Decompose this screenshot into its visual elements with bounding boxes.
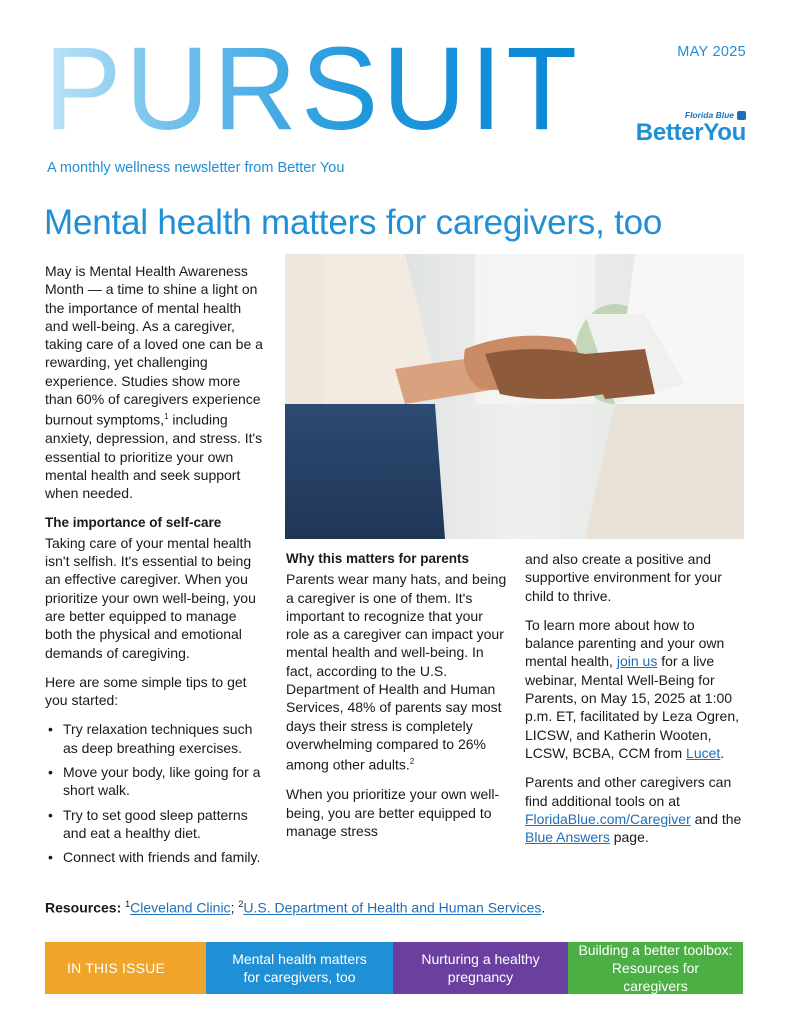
- prioritize-paragraph: When you prioritize your own well-being, you are better equipped to manage stress: [286, 786, 500, 839]
- florida-blue-label: Florida Blue: [684, 110, 734, 120]
- better-you-wordmark: BetterYou: [635, 119, 746, 146]
- list-item: • Connect with friends and family.: [45, 848, 265, 866]
- better-you-logo: [636, 110, 746, 146]
- list-item: • Try to set good sleep patterns and eat a healthy diet.: [45, 806, 265, 843]
- in-this-issue-label: IN THIS ISSUE: [45, 942, 206, 994]
- in-this-issue-bar: [45, 942, 743, 994]
- article-column-2: [286, 550, 508, 851]
- continued-paragraph: and also create a positive and supportive environment for your child to thrive.: [525, 551, 722, 604]
- lucet-link[interactable]: Lucet: [686, 744, 721, 761]
- self-care-heading: The importance of self-care: [45, 514, 222, 530]
- blue-answers-link[interactable]: Blue Answers: [525, 829, 610, 846]
- issue-date: MAY 2025: [677, 44, 746, 60]
- newsletter-title: PURSUIT: [44, 21, 582, 155]
- webinar-paragraph: To learn more about how to balance parenting and your own mental health, join us for a live webinar, Mental Well-Being for Parents, on May 15, 2025 at 1:00 p.m. ET, facilitated by Leza Ogren, LICSW, and Katherin Wooten, LCSW, BCBA, CCM from Lucet.: [525, 616, 739, 761]
- masthead: [44, 21, 582, 155]
- tools-paragraph: Parents and other caregivers can find additional tools on at FloridaBlue.com/Caregiver and the Blue Answers page.: [525, 774, 742, 846]
- parents-heading: Why this matters for parents: [286, 551, 470, 566]
- tips-list: [45, 720, 265, 866]
- article-headline: Mental health matters for caregivers, too: [44, 203, 663, 242]
- list-item: • Move your body, like going for a short walk.: [45, 763, 265, 800]
- resources-label: Resources:: [45, 899, 122, 916]
- issue-item-toolbox[interactable]: Building a better toolbox: Resources for caregivers: [568, 942, 743, 994]
- intro-paragraph: May is Mental Health Awareness Month — a time to shine a light on the importance of mental health and well-being. As a caregiver, taking care of a loved one can be a rewarding, yet challenging experience. Studies show more than 60% of caregivers experience burnout symptoms,$^1$ including anxiety, depression, and stress. It's essential to prioritize your own mental health and seek support when needed.: [45, 263, 263, 502]
- list-item: • Try relaxation techniques such as deep breathing exercises.: [45, 720, 265, 757]
- holding-hands-photo: [285, 254, 744, 539]
- issue-item-pregnancy[interactable]: Nurturing a healthy pregnancy: [393, 942, 568, 994]
- tips-intro: Here are some simple tips to get you started:: [45, 673, 247, 709]
- newsletter-tagline: A monthly wellness newsletter from Better You: [47, 160, 345, 176]
- hhs-link[interactable]: U.S. Department of Health and Human Services: [243, 899, 542, 916]
- parents-paragraph: Parents wear many hats, and being a caregiver is one of them. It's important to recognize that your role as a caregiver can impact your mental health and well-being. In fact, according to the U.S. Department of Health and Human Services, 48% of parents say most days their stress is completely overwhelming compared to 26% among other adults.$^2$: [286, 571, 507, 773]
- issue-item-mental-health[interactable]: Mental health matters for caregivers, too: [206, 942, 393, 994]
- article-column-3: [525, 550, 747, 857]
- resources-line: Resources: $^1$Cleveland Clinic; $^2$U.S. Department of Health and Human Services.: [45, 899, 546, 916]
- join-us-link[interactable]: join us: [616, 653, 658, 670]
- self-care-paragraph: Taking care of your mental health isn't selfish. It's essential to being an effective caregiver. When you prioritize your own well-being, you are better equipped to manage both the physical and emotional demands of caregiving.: [45, 534, 256, 661]
- cleveland-clinic-link[interactable]: Cleveland Clinic: [130, 899, 231, 916]
- caregiver-link[interactable]: FloridaBlue.com/Caregiver: [525, 810, 691, 827]
- article-column-1: [45, 262, 265, 873]
